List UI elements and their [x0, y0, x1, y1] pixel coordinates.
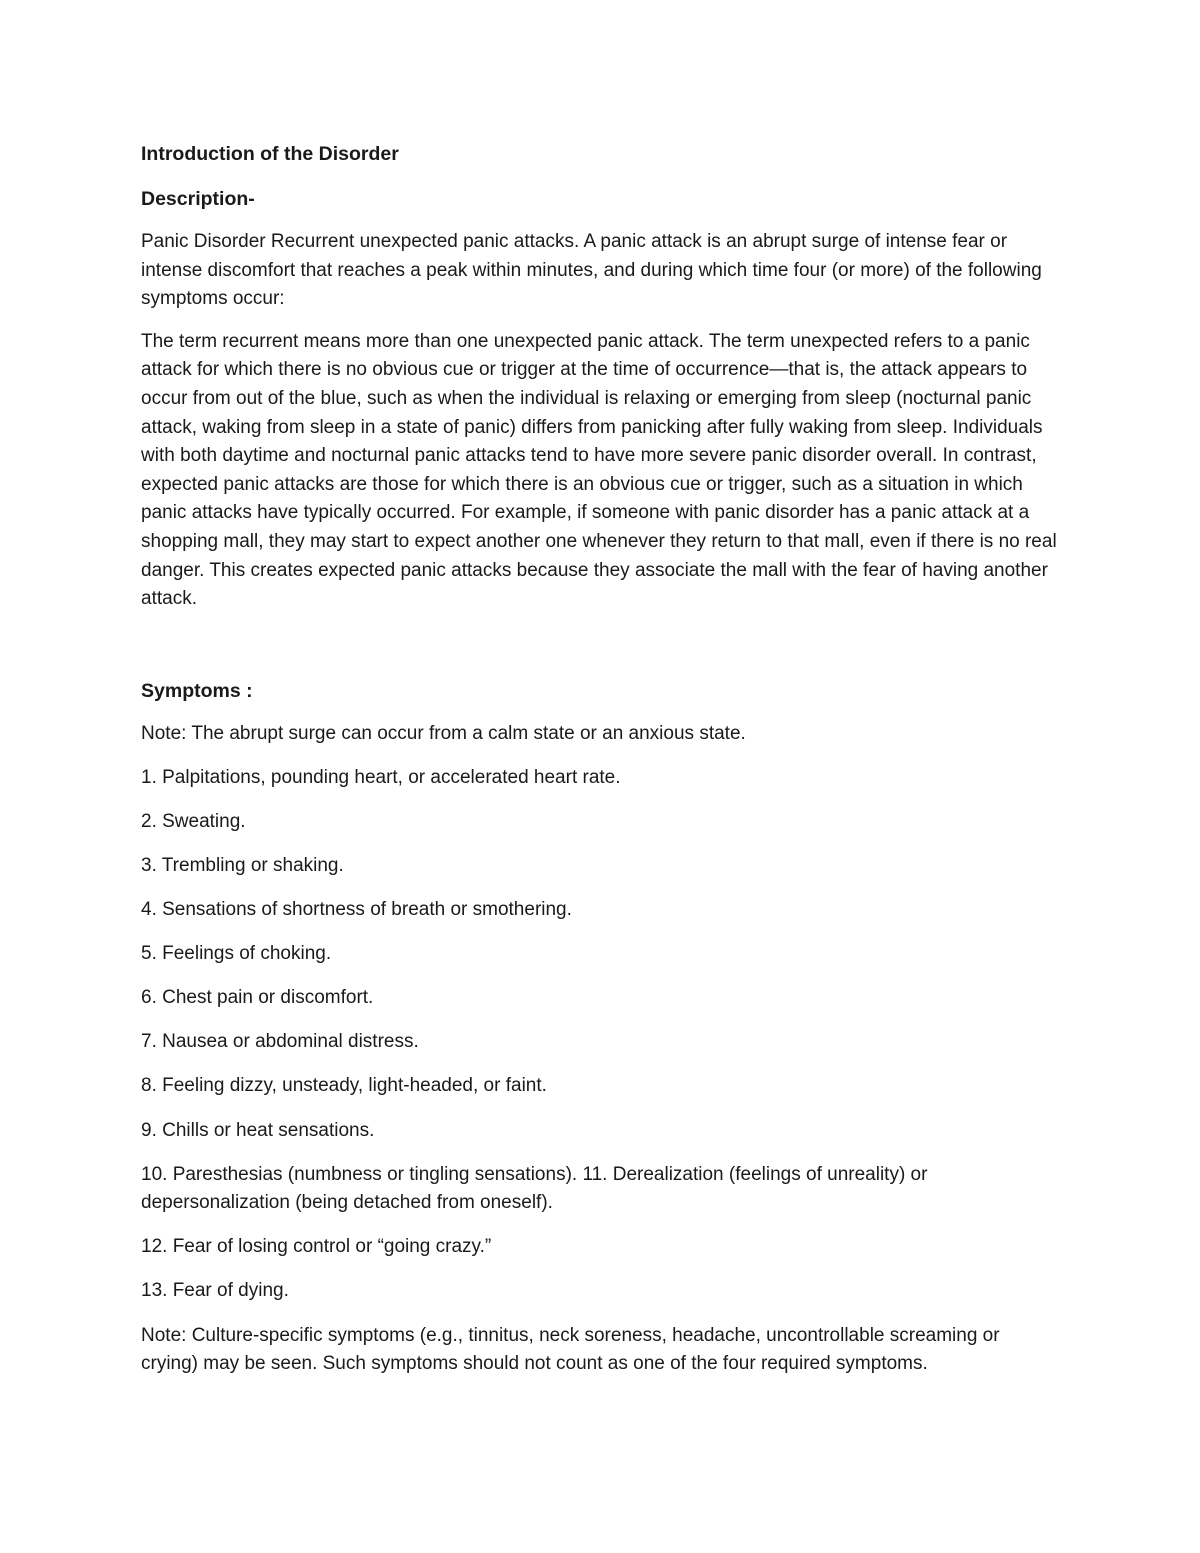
- description-heading: Description-: [141, 188, 255, 210]
- document-title: Introduction of the Disorder: [141, 143, 399, 165]
- document-body: [141, 140, 1061, 1379]
- symptom-item: 7. Nausea or abdominal distress.: [141, 1031, 419, 1053]
- symptom-item: 3. Trembling or shaking.: [141, 855, 344, 876]
- description-paragraph-1: Panic Disorder Recurrent unexpected panic attacks. A panic attack is an abrupt surge of intense fear or intense discomfort that reaches a peak within minutes, and during which time four (or more) of the following symptoms occur:: [141, 231, 1042, 310]
- description-paragraph-2: The term recurrent means more than one unexpected panic attack. The term unexpected refers to a panic attack for which there is no obvious cue or trigger at the time of occurrence—that is, the attack appears to occur from out of the blue, such as when the individual is relaxing or emerging from sleep (nocturnal panic attack, waking from sleep in a state of panic) differs from panicking after fully waking from sleep. Individuals with both daytime and nocturnal panic attacks tend to have more severe panic disorder overall. In contrast, expected panic attacks are those for which there is an obvious cue or trigger, such as a situation in which panic attacks have typically occurred. For example, if someone with panic disorder has a panic attack at a shopping mall, they may start to expect another one whenever they return to that mall, even if there is no real danger. This creates expected panic attacks because they associate the mall with the fear of having another attack.: [141, 330, 1057, 610]
- final-note: Note: Culture-specific symptoms (e.g., tinnitus, neck soreness, headache, uncontrollable screaming or crying) may be seen. Such symptoms should not count as one of the four required symptoms.: [141, 1324, 1000, 1375]
- symptoms-note: Note: The abrupt surge can occur from a calm state or an anxious state.: [141, 722, 746, 744]
- symptom-item: 10. Paresthesias (numbness or tingling sensations). 11. Derealization (feelings of unreality) or depersonalization (being detached from oneself).: [141, 1163, 928, 1214]
- symptom-item: 8. Feeling dizzy, unsteady, light-headed, or faint.: [141, 1075, 547, 1097]
- symptom-item: 2. Sweating.: [141, 810, 246, 832]
- symptoms-list: [141, 764, 1061, 1306]
- symptom-item: 9. Chills or heat sensations.: [141, 1119, 375, 1141]
- symptom-item: 13. Fear of dying.: [141, 1280, 289, 1302]
- symptom-item: 12. Fear of losing control or “going crazy.”: [141, 1236, 492, 1258]
- symptoms-heading: Symptoms :: [141, 679, 253, 702]
- symptom-item: 1. Palpitations, pounding heart, or accelerated heart rate.: [141, 766, 621, 788]
- symptom-item: 4. Sensations of shortness of breath or smothering.: [141, 899, 572, 921]
- symptom-item: 5. Feelings of choking.: [141, 943, 332, 965]
- symptom-item: 6. Chest pain or discomfort.: [141, 987, 374, 1009]
